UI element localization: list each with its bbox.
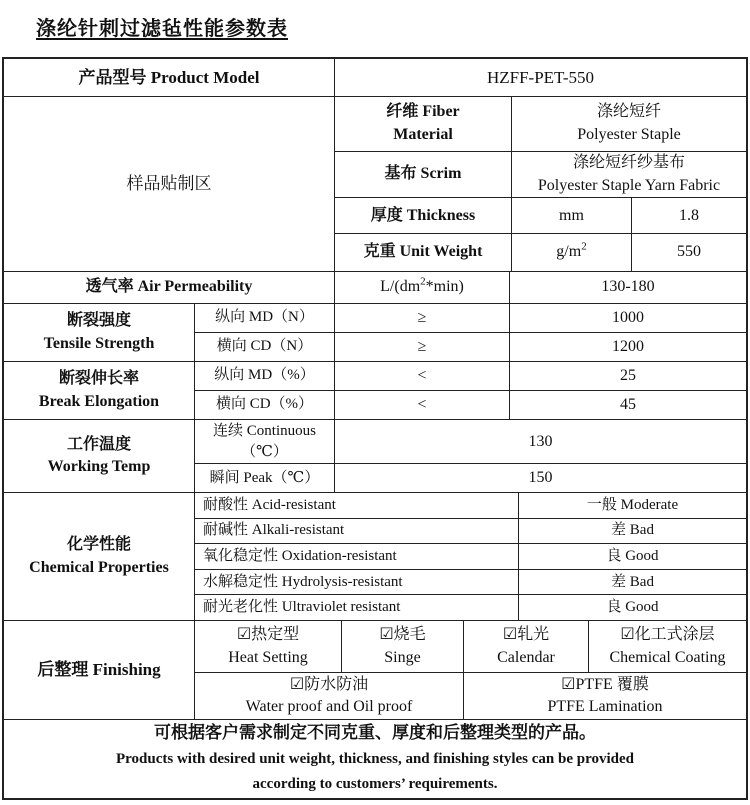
elongation-md-operator: <: [335, 362, 510, 390]
row-elongation-md: [195, 362, 746, 391]
finishing-waterproof-zh: ☑防水防油: [289, 675, 369, 693]
fiber-label-en: Material: [393, 125, 453, 143]
air-unit-sup: 2: [420, 275, 426, 288]
elongation-label-en: Break Elongation: [38, 392, 160, 410]
tensile-md-value: 1000: [612, 308, 644, 326]
working-temp-label-en: Working Temp: [47, 458, 151, 475]
scrim-value-zh: 涤纶短纤纱基布: [572, 154, 685, 172]
temp-continuous-label-line1: 连续 Continuous: [213, 422, 316, 439]
elongation-cd-direction: 横向 CD（%）: [195, 391, 335, 419]
chemical-label-zh: 化学性能: [66, 536, 131, 554]
temp-peak-label: 瞬间 Peak（℃）: [195, 464, 335, 492]
thickness-value: 1.8: [679, 206, 699, 224]
temp-continuous-value: 130: [528, 432, 553, 450]
row-group-tensile: [4, 304, 746, 362]
row-thickness: [335, 198, 746, 234]
air-permeability-unit: [335, 272, 510, 303]
finishing-subrows: [195, 621, 746, 719]
chemical-ultraviolet-property: 耐光老化性 Ultraviolet resistant: [195, 595, 519, 620]
elongation-md-value: 25: [620, 366, 636, 384]
chemical-alkali-property: 耐碱性 Alkali-resistant: [195, 519, 519, 544]
spec-table: [2, 57, 748, 800]
unit-weight-unit-sup: 2: [581, 241, 587, 254]
row-finishing-options-2: [195, 673, 746, 719]
chemical-subrows: [195, 493, 746, 620]
elongation-md-direction: 纵向 MD（%）: [195, 362, 335, 390]
finishing-waterproof-en: Water proof and Oil proof: [245, 698, 413, 716]
thickness-unit: mm: [512, 198, 632, 233]
chemical-alkali-rating: 差 Bad: [611, 522, 654, 539]
sample-area-cell: 样品贴制区: [4, 97, 335, 271]
finishing-chemical-coating-zh: ☑化工式涂层: [620, 626, 715, 644]
chemical-acid-rating: 一般 Moderate: [586, 496, 679, 513]
footer-note: [4, 720, 746, 798]
air-unit-post: *min): [425, 278, 464, 296]
tensile-cd-operator: ≥: [335, 333, 510, 361]
row-temp-peak: [195, 464, 746, 492]
tensile-label: [4, 304, 195, 361]
chemical-oxidation-property: 氧化稳定性 Oxidation-resistant: [195, 544, 519, 569]
row-finishing-options-1: [195, 621, 746, 673]
fiber-value-zh: 涤纶短纤: [596, 103, 661, 121]
finishing-ptfe-zh: ☑PTFE 覆膜: [561, 675, 649, 693]
row-group-chemical: [4, 493, 746, 621]
fiber-label: [335, 97, 512, 151]
row-chemical-oxidation: [195, 544, 746, 570]
finishing-calendar-en: Calendar: [497, 648, 555, 666]
finishing-label: 后整理 Finishing: [4, 621, 195, 719]
fiber-value: [512, 97, 746, 151]
chemical-label: [4, 493, 195, 620]
footer-note-zh: 可根据客户需求制定不同克重、厚度和后整理类型的产品。: [154, 723, 596, 743]
chemical-hydrolysis-property: 水解稳定性 Hydrolysis-resistant: [195, 570, 519, 595]
finishing-ptfe: [464, 673, 746, 719]
tensile-label-zh: 断裂强度: [66, 312, 131, 330]
finishing-singe-zh: ☑烧毛: [379, 626, 426, 644]
row-chemical-ultraviolet: [195, 595, 746, 620]
finishing-waterproof: [195, 673, 464, 719]
row-tensile-cd: [195, 333, 746, 361]
scrim-label: 基布 Scrim: [335, 152, 512, 198]
page-title: 涤纶针刺过滤毡性能参数表: [36, 18, 288, 40]
elongation-cd-operator: <: [335, 391, 510, 419]
row-footer-note: [4, 720, 746, 798]
row-scrim: [335, 152, 746, 199]
elongation-label-zh: 断裂伸长率: [58, 370, 139, 388]
tensile-cd-direction: 横向 CD（N）: [195, 333, 335, 361]
air-permeability-value: 130-180: [601, 278, 655, 296]
air-unit-pre: L/(dm: [380, 278, 421, 296]
row-tensile-md: [195, 304, 746, 333]
unit-weight-unit-base: g/m: [556, 243, 582, 261]
row-group-finishing: [4, 621, 746, 720]
row-elongation-cd: [195, 391, 746, 419]
temp-continuous-label-line2: （℃）: [241, 443, 288, 460]
unit-weight-value: 550: [677, 243, 701, 261]
fiber-value-en: Polyester Staple: [577, 125, 681, 143]
temp-peak-value: 150: [528, 469, 553, 486]
tensile-md-direction: 纵向 MD（N）: [195, 304, 335, 332]
row-chemical-acid: [195, 493, 746, 519]
elongation-subrows: [195, 362, 746, 419]
working-temp-label: [4, 420, 195, 492]
scrim-value-en: Polyester Staple Yarn Fabric: [537, 176, 721, 194]
unit-weight-label: 克重 Unit Weight: [335, 234, 512, 271]
product-model-value: HZFF-PET-550: [486, 67, 595, 87]
chemical-acid-property: 耐酸性 Acid-resistant: [195, 493, 519, 518]
tensile-md-operator: ≥: [335, 304, 510, 332]
sample-subrows: [335, 97, 746, 271]
air-permeability-label: 透气率 Air Permeability: [4, 272, 335, 303]
fiber-label-zh: 纤维 Fiber: [386, 103, 460, 121]
chemical-label-en: Chemical Properties: [29, 558, 169, 576]
tensile-subrows: [195, 304, 746, 361]
finishing-chemical-coating-en: Chemical Coating: [609, 648, 726, 666]
finishing-heat-setting: [195, 621, 342, 672]
finishing-calendar: [464, 621, 589, 672]
finishing-singe-en: Singe: [384, 648, 421, 666]
elongation-cd-value: 45: [620, 395, 636, 413]
footer-note-en-1: Products with desired unit weight, thickness, and finishing styles can be provided: [115, 750, 634, 767]
thickness-label: 厚度 Thickness: [335, 198, 512, 233]
footer-note-en-2: according to customers’ requirements.: [252, 776, 498, 793]
row-group-working-temp: [4, 420, 746, 493]
unit-weight-unit: [512, 234, 632, 271]
finishing-calendar-zh: ☑轧光: [502, 626, 550, 644]
chemical-oxidation-rating: 良 Good: [606, 547, 659, 564]
working-temp-label-zh: 工作温度: [66, 435, 131, 453]
row-chemical-hydrolysis: [195, 570, 746, 596]
row-unit-weight: [335, 234, 746, 271]
row-air-permeability: [4, 272, 746, 304]
row-chemical-alkali: [195, 519, 746, 545]
tensile-cd-value: 1200: [612, 337, 644, 355]
finishing-singe: [342, 621, 464, 672]
product-model-label: 产品型号 Product Model: [4, 59, 335, 96]
row-product-model: [4, 59, 746, 97]
chemical-hydrolysis-rating: 差 Bad: [611, 573, 654, 590]
elongation-label: [4, 362, 195, 419]
tensile-label-en: Tensile Strength: [43, 334, 155, 352]
finishing-chemical-coating: [589, 621, 746, 672]
working-temp-subrows: [195, 420, 746, 492]
chemical-ultraviolet-rating: 良 Good: [606, 599, 659, 616]
finishing-heat-setting-zh: ☑热定型: [236, 626, 300, 644]
finishing-heat-setting-en: Heat Setting: [228, 648, 308, 666]
row-group-sample: [4, 97, 746, 272]
row-temp-continuous: [195, 420, 746, 464]
row-group-elongation: [4, 362, 746, 420]
finishing-ptfe-en: PTFE Lamination: [547, 698, 663, 716]
row-fiber: [335, 97, 746, 152]
temp-continuous-label: [195, 420, 335, 463]
scrim-value: [512, 152, 746, 198]
